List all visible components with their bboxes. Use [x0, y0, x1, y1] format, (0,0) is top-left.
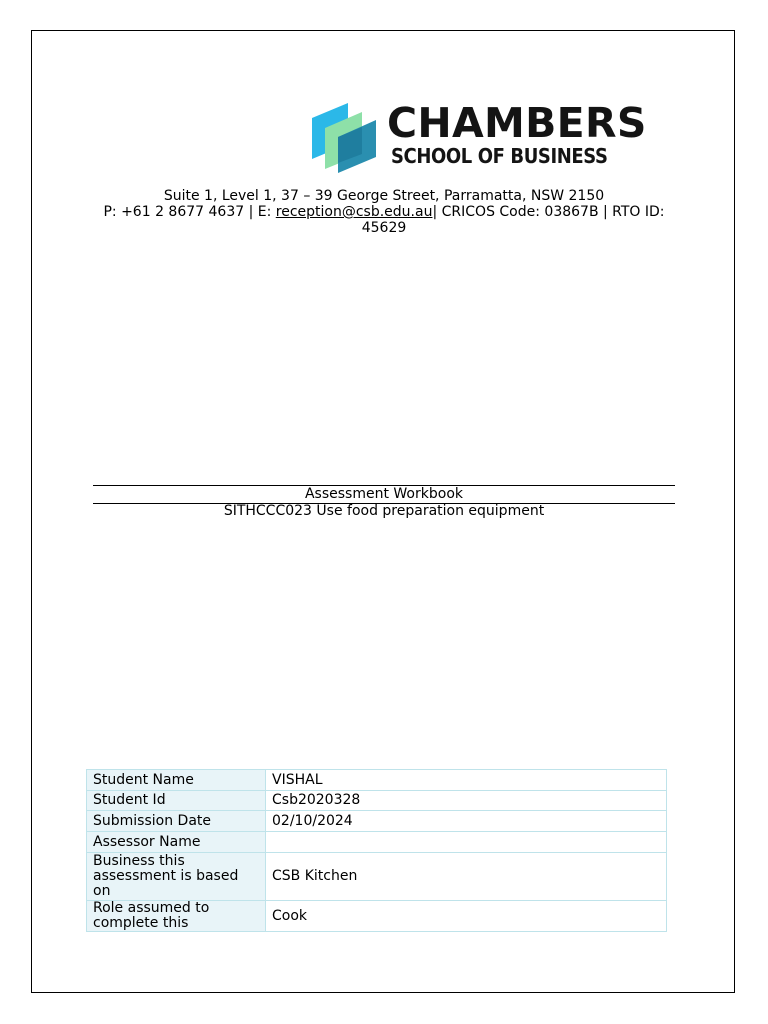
logo-subtitle: SCHOOL OF BUSINESS [391, 144, 608, 168]
row-label: Submission Date [87, 811, 266, 832]
row-value: Cook [266, 901, 667, 932]
row-label: Student Id [87, 791, 266, 811]
email-link[interactable]: reception@csb.edu.au [275, 204, 433, 220]
row-value: 02/10/2024 [266, 811, 667, 832]
contact-suffix: | CRICOS Code: 03867B | RTO ID: 45629 [361, 204, 665, 236]
row-label: Business this assessment is based on [87, 853, 266, 901]
table-row [87, 832, 667, 853]
table-row [87, 791, 667, 811]
row-value: Csb2020328 [266, 791, 667, 811]
address-line: Suite 1, Level 1, 37 – 39 George Street, Parramatta, NSW 2150 [163, 188, 605, 204]
row-label: Role assumed to complete this [87, 901, 266, 932]
table-row [87, 811, 667, 832]
row-label: Assessor Name [87, 832, 266, 853]
document-title: Assessment Workbook [304, 486, 463, 502]
contact-line [93, 204, 675, 236]
student-info-table [86, 769, 667, 932]
row-value [266, 832, 667, 853]
row-value: CSB Kitchen [266, 853, 667, 901]
logo-name: CHAMBERS [387, 99, 647, 147]
address-block [93, 188, 675, 236]
row-label: Student Name [87, 770, 266, 791]
school-logo [310, 99, 650, 174]
table-row [87, 901, 667, 932]
table-row [87, 853, 667, 901]
row-value: VISHAL [266, 770, 667, 791]
unit-title: SITHCCC023 Use food preparation equipment [223, 503, 545, 519]
logo-mark-icon [310, 102, 382, 174]
table-row [87, 770, 667, 791]
contact-prefix: P: +61 2 8677 4637 | E: [103, 204, 276, 220]
